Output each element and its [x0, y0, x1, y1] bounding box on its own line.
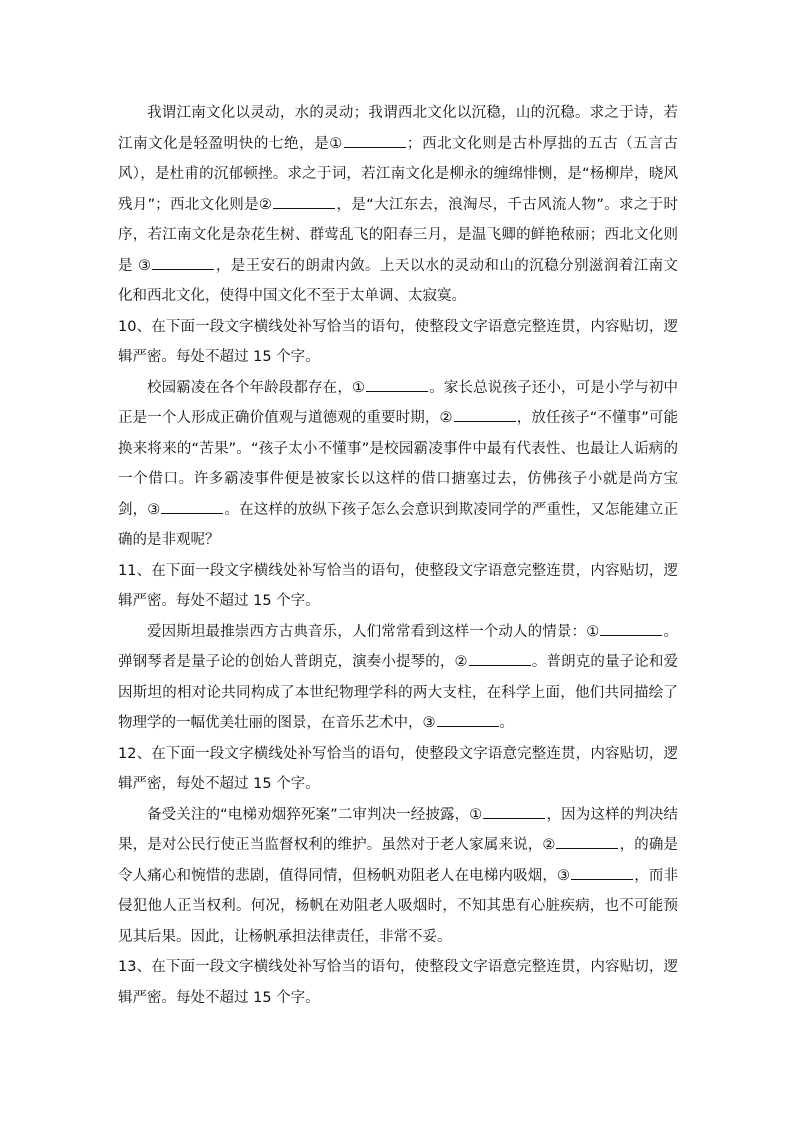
question-10-passage — [118, 373, 678, 556]
passage-text: 。 — [499, 715, 514, 731]
passage-text: 我谓江南文化以灵动，水的灵动；我谓西北文化以沉稳，山的沉稳。求之于诗，若江南文化是轻盈明快的七绝，是① — [118, 105, 678, 152]
passage-text: 校园霸凌在各个年龄段都存在，① — [147, 379, 366, 396]
question-12-passage — [118, 800, 678, 953]
passage-text: ，是王安石的朗肃内敛。上天以水的灵动和山的沉稳分别滋润着江南文化和西北文化，使得中国文化不至于太单调、太寂寞。 — [118, 257, 679, 304]
answer-blank-3[interactable] — [152, 255, 214, 270]
passage-text: ，是“大江东去，浪淘尽，千古风流人物”。求之于时序，若江南文化是杂花生树、群莺乱飞的阳春三月，是温飞卿的鲜艳秾丽；西北文化则是 ③ — [118, 196, 678, 274]
answer-blank-2[interactable] — [469, 651, 531, 666]
passage-text: ，而非侵犯他人正当权利。何况，杨帆在劝阻老人吸烟时，不知其患有心脏疾病，也不可能预见其后果。因此，让杨帆承担法律责任，非常不妥。 — [118, 867, 679, 945]
answer-blank-2[interactable] — [556, 834, 618, 849]
question-10-prompt: 10、在下面一段文字横线处补写恰当的语句，使整段文字语意完整连贯，内容贴切，逻辑严密。每处不超过 15 个字。 — [118, 318, 678, 365]
passage-text: 爱因斯坦最推崇西方古典音乐，人们常常看到这样一个动人的情景：① — [147, 623, 600, 640]
answer-blank-1[interactable] — [344, 133, 406, 148]
passage-text: 。家长总说孩子还小，可是小学与初中正是一个人形成正确价值观与道德观的重要时期，② — [118, 379, 678, 426]
answer-blank-2[interactable] — [273, 194, 335, 209]
passage-text: ，的确是令人痛心和惋惜的悲剧，值得同情，但杨帆劝阻老人在电梯内吸烟，③ — [118, 837, 678, 884]
passage-text: ；西北文化则是古朴厚拙的五古（五言古风），是杜甫的沉郁顿挫。求之于词，若江南文化是柳永的缠绵悱恻，是“杨柳岸，晓风残月”；西北文化则是② — [118, 135, 678, 213]
answer-blank-3[interactable] — [437, 712, 499, 727]
answer-blank-3[interactable] — [571, 865, 633, 880]
answer-blank-1[interactable] — [483, 804, 545, 819]
answer-blank-3[interactable] — [161, 499, 223, 514]
question-13-prompt: 13、在下面一段文字横线处补写恰当的语句，使整段文字语意完整连贯，内容贴切，逻辑严密。每处不超过 15 个字。 — [118, 959, 678, 1006]
passage-text: 。普朗克的量子论和爱因斯坦的相对论共同构成了本世纪物理学科的两大支柱，在科学上面，他们共同描绘了物理学的一幅优美壮丽的图景，在音乐艺术中，③ — [118, 654, 679, 731]
answer-blank-2[interactable] — [454, 407, 516, 422]
passage-text: ，放任孩子“不懂事”可能换来将来的“苦果”。“孩子太小不懂事”是校园霸凌事件中最有代表性、也最让人诟病的一个借口。许多霸凌事件便是被家长以这样的借口搪塞过去，仿佛孩子小就是尚方宝剑，③ — [118, 410, 678, 518]
question-12-prompt: 12、在下面一段文字横线处补写恰当的语句，使整段文字语意完整连贯，内容贴切，逻辑严密，每处不超过 15 个字。 — [118, 745, 678, 792]
document-content — [118, 98, 678, 1013]
answer-blank-1[interactable] — [600, 621, 662, 636]
passage-text: 。弹钢琴者是量子论的创始人普朗克，演奏小提琴的，② — [118, 623, 678, 670]
passage-jiangnan-xibei — [118, 98, 678, 312]
question-11-passage — [118, 617, 678, 739]
passage-text: 备受关注的“电梯劝烟猝死案”二审判决一经披露，① — [147, 806, 483, 823]
passage-text: ，因为这样的判决结果，是对公民行使正当监督权利的维护。虽然对于老人家属来说，② — [118, 806, 679, 853]
question-11-prompt: 11、在下面一段文字横线处补写恰当的语句，使整段文字语意完整连贯，内容贴切，逻辑严密。每处不超过 15 个字。 — [118, 562, 678, 609]
passage-text: 。在这样的放纵下孩子怎么会意识到欺凌同学的严重性，又怎能建立正确的是非观呢？ — [118, 501, 679, 548]
answer-blank-1[interactable] — [366, 377, 428, 392]
